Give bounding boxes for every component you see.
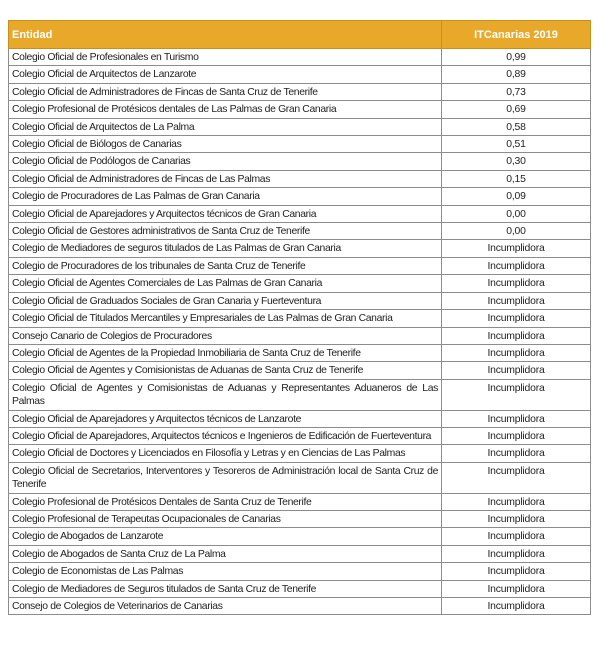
table-row bbox=[9, 580, 591, 597]
entidad-cell: Colegio Profesional de Protésicos Dentales de Santa Cruz de Tenerife bbox=[9, 493, 442, 510]
itcanarias-value-cell: Incumplidora bbox=[442, 563, 591, 580]
table-row bbox=[9, 223, 591, 240]
itcanarias-value-cell: Incumplidora bbox=[442, 379, 591, 410]
itcanarias-value-cell: Incumplidora bbox=[442, 580, 591, 597]
entidad-cell: Colegio Oficial de Doctores y Licenciados en Filosofía y Letras y en Ciencias de Las Palmas bbox=[9, 445, 442, 462]
itcanarias-value-cell: Incumplidora bbox=[442, 528, 591, 545]
table-row bbox=[9, 83, 591, 100]
entidad-cell: Colegio de Abogados de Lanzarote bbox=[9, 528, 442, 545]
entidad-cell: Colegio Oficial de Titulados Mercantiles y Empresariales de Las Palmas de Gran Canaria bbox=[9, 310, 442, 327]
itcanarias-value-cell: Incumplidora bbox=[442, 362, 591, 379]
table-row bbox=[9, 205, 591, 222]
entidad-cell: Colegio Profesional de Protésicos dentales de Las Palmas de Gran Canaria bbox=[9, 101, 442, 118]
entidad-cell: Colegio Oficial de Agentes Comerciales de Las Palmas de Gran Canaria bbox=[9, 275, 442, 292]
table-row bbox=[9, 153, 591, 170]
table-row bbox=[9, 427, 591, 444]
table-row bbox=[9, 101, 591, 118]
entidad-cell: Colegio Oficial de Administradores de Fincas de Santa Cruz de Tenerife bbox=[9, 83, 442, 100]
entidad-cell: Colegio de Abogados de Santa Cruz de La Palma bbox=[9, 545, 442, 562]
table-row bbox=[9, 66, 591, 83]
itcanarias-value-cell: 0,99 bbox=[442, 49, 591, 66]
table-row bbox=[9, 379, 591, 410]
table-row bbox=[9, 410, 591, 427]
header-row bbox=[9, 21, 591, 49]
table-row bbox=[9, 240, 591, 257]
column-header-itcanarias-2019: ITCanarias 2019 bbox=[442, 21, 591, 49]
entidad-cell: Colegio de Economistas de Las Palmas bbox=[9, 563, 442, 580]
table-row bbox=[9, 257, 591, 274]
entidad-cell: Colegio Oficial de Arquitectos de Lanzarote bbox=[9, 66, 442, 83]
table-row bbox=[9, 49, 591, 66]
itcanarias-value-cell: 0,00 bbox=[442, 223, 591, 240]
entidad-cell: Colegio de Procuradores de los tribunales de Santa Cruz de Tenerife bbox=[9, 257, 442, 274]
entidad-cell: Colegio Oficial de Agentes y Comisionistas de Aduanas y Representantes Aduaneros de Las Palmas bbox=[9, 379, 442, 410]
itcanarias-value-cell: Incumplidora bbox=[442, 292, 591, 309]
itcanarias-value-cell: Incumplidora bbox=[442, 310, 591, 327]
itcanarias-value-cell: 0,89 bbox=[442, 66, 591, 83]
table-row bbox=[9, 510, 591, 527]
table-row bbox=[9, 136, 591, 153]
table-row bbox=[9, 327, 591, 344]
entidad-cell: Colegio Oficial de Profesionales en Turismo bbox=[9, 49, 442, 66]
itcanarias-value-cell: 0,58 bbox=[442, 118, 591, 135]
itcanarias-value-cell: Incumplidora bbox=[442, 445, 591, 462]
itcanarias-value-cell: Incumplidora bbox=[442, 257, 591, 274]
entidad-cell: Colegio Oficial de Aparejadores, Arquitectos técnicos e Ingenieros de Edificación de Fuerteventura bbox=[9, 427, 442, 444]
entidad-cell: Colegio Oficial de Administradores de Fincas de Las Palmas bbox=[9, 170, 442, 187]
column-header-entidad: Entidad bbox=[9, 21, 442, 49]
itcanarias-value-cell: Incumplidora bbox=[442, 462, 591, 493]
table-row bbox=[9, 188, 591, 205]
table-body bbox=[9, 49, 591, 615]
itcanarias-value-cell: Incumplidora bbox=[442, 510, 591, 527]
table-header bbox=[9, 21, 591, 49]
entidad-cell: Colegio Oficial de Agentes de la Propiedad Inmobiliaria de Santa Cruz de Tenerife bbox=[9, 344, 442, 361]
table-row bbox=[9, 445, 591, 462]
entidad-cell: Colegio Oficial de Graduados Sociales de Gran Canaria y Fuerteventura bbox=[9, 292, 442, 309]
itcanarias-value-cell: 0,30 bbox=[442, 153, 591, 170]
entidad-cell: Colegio Oficial de Aparejadores y Arquitectos técnicos de Lanzarote bbox=[9, 410, 442, 427]
table-row bbox=[9, 362, 591, 379]
table-row bbox=[9, 462, 591, 493]
itcanarias-value-cell: Incumplidora bbox=[442, 493, 591, 510]
itcanarias-value-cell: 0,15 bbox=[442, 170, 591, 187]
table-row bbox=[9, 493, 591, 510]
entidad-cell: Consejo de Colegios de Veterinarios de Canarias bbox=[9, 598, 442, 615]
itcanarias-value-cell: Incumplidora bbox=[442, 344, 591, 361]
itcanarias-value-cell: Incumplidora bbox=[442, 327, 591, 344]
table-row bbox=[9, 275, 591, 292]
entidad-cell: Colegio Oficial de Gestores administrativos de Santa Cruz de Tenerife bbox=[9, 223, 442, 240]
itcanarias-value-cell: Incumplidora bbox=[442, 410, 591, 427]
entidad-cell: Colegio Oficial de Secretarios, Interventores y Tesoreros de Administración local de Santa Cruz de Tenerife bbox=[9, 462, 442, 493]
transparency-table-container bbox=[8, 20, 590, 615]
itcanarias-value-cell: 0,69 bbox=[442, 101, 591, 118]
transparency-table bbox=[8, 20, 591, 615]
entidad-cell: Colegio Oficial de Biólogos de Canarias bbox=[9, 136, 442, 153]
itcanarias-value-cell: 0,00 bbox=[442, 205, 591, 222]
table-row bbox=[9, 310, 591, 327]
entidad-cell: Colegio de Procuradores de Las Palmas de Gran Canaria bbox=[9, 188, 442, 205]
itcanarias-value-cell: Incumplidora bbox=[442, 427, 591, 444]
table-row bbox=[9, 528, 591, 545]
itcanarias-value-cell: Incumplidora bbox=[442, 598, 591, 615]
table-row bbox=[9, 545, 591, 562]
table-row bbox=[9, 292, 591, 309]
entidad-cell: Colegio Profesional de Terapeutas Ocupacionales de Canarias bbox=[9, 510, 442, 527]
itcanarias-value-cell: Incumplidora bbox=[442, 240, 591, 257]
table-row bbox=[9, 170, 591, 187]
entidad-cell: Colegio de Mediadores de Seguros titulados de Santa Cruz de Tenerife bbox=[9, 580, 442, 597]
itcanarias-value-cell: Incumplidora bbox=[442, 545, 591, 562]
table-row bbox=[9, 118, 591, 135]
itcanarias-value-cell: 0,73 bbox=[442, 83, 591, 100]
table-row bbox=[9, 344, 591, 361]
entidad-cell: Consejo Canario de Colegios de Procuradores bbox=[9, 327, 442, 344]
itcanarias-value-cell: 0,51 bbox=[442, 136, 591, 153]
entidad-cell: Colegio Oficial de Arquitectos de La Palma bbox=[9, 118, 442, 135]
itcanarias-value-cell: 0,09 bbox=[442, 188, 591, 205]
entidad-cell: Colegio de Mediadores de seguros titulados de Las Palmas de Gran Canaria bbox=[9, 240, 442, 257]
table-row bbox=[9, 563, 591, 580]
itcanarias-value-cell: Incumplidora bbox=[442, 275, 591, 292]
entidad-cell: Colegio Oficial de Aparejadores y Arquitectos técnicos de Gran Canaria bbox=[9, 205, 442, 222]
entidad-cell: Colegio Oficial de Podólogos de Canarias bbox=[9, 153, 442, 170]
entidad-cell: Colegio Oficial de Agentes y Comisionistas de Aduanas de Santa Cruz de Tenerife bbox=[9, 362, 442, 379]
table-row bbox=[9, 598, 591, 615]
